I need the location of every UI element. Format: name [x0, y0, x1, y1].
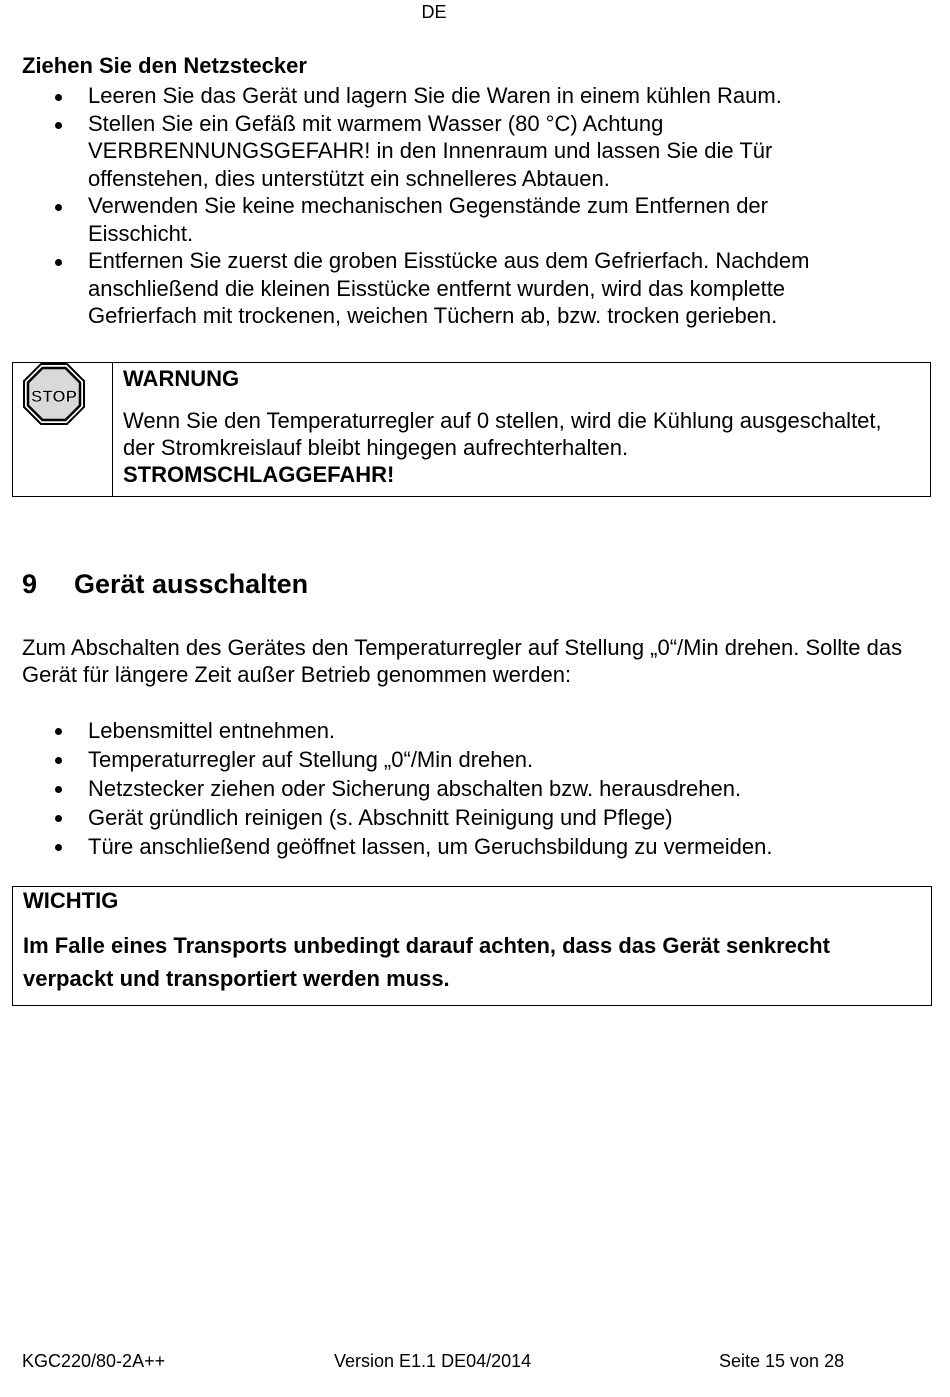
list-item	[23, 832, 863, 861]
bullet-icon	[55, 844, 62, 851]
stop-sign-icon	[23, 363, 85, 425]
stop-sign-text: STOP	[31, 387, 77, 406]
bullet-icon	[55, 204, 62, 211]
important-title: WICHTIG	[23, 888, 119, 913]
footer-model: KGC220/80-2A++	[22, 1351, 166, 1371]
list-item-text: Entfernen Sie zuerst die groben Eisstücke aus dem Gefrierfach. Nachdem anschließend die kleinen Eisstücke entfernt wurden, wird das komplette Gefrierfach mit trockenen, weichen Tüchern ab, bzw. trocken gerieben.	[88, 248, 810, 328]
warning-text	[123, 407, 913, 488]
list-item-text: Türe anschließend geöffnet lassen, um Geruchsbildung zu vermeiden.	[88, 834, 773, 859]
bullet-icon	[55, 757, 62, 764]
bullet-icon	[55, 786, 62, 793]
bullet-icon	[55, 728, 62, 735]
warning-box	[12, 362, 931, 497]
chapter-number: 9	[22, 569, 38, 599]
warning-icon-cell	[13, 363, 113, 496]
footer-page-number: Seite 15 von 28	[719, 1351, 845, 1371]
list-item-text: Gerät gründlich reinigen (s. Abschnitt Reinigung und Pflege)	[88, 805, 673, 830]
bullet-icon	[55, 259, 62, 266]
warning-body: Wenn Sie den Temperaturregler auf 0 stellen, wird die Kühlung ausgeschaltet, der Stromkreislauf bleibt hingegen aufrechterhalten.	[123, 408, 882, 460]
list-item	[23, 803, 863, 832]
important-text: Im Falle eines Transports unbedingt darauf achten, dass das Gerät senkrecht verpackt und transportiert werden muss.	[23, 933, 830, 991]
chapter-title: Gerät ausschalten	[74, 569, 309, 599]
bullet-icon	[55, 815, 62, 822]
list-item-text: Verwenden Sie keine mechanischen Gegenstände zum Entfernen der Eisschicht.	[88, 193, 768, 246]
section-heading: Ziehen Sie den Netzstecker	[22, 53, 307, 78]
list-item-text: Leeren Sie das Gerät und lagern Sie die Waren in einem kühlen Raum.	[88, 83, 782, 108]
warning-title: WARNUNG	[123, 366, 240, 391]
unplug-instructions-list	[23, 82, 863, 330]
list-item-text: Lebensmittel entnehmen.	[88, 718, 336, 743]
list-item	[23, 745, 863, 774]
list-item	[23, 110, 863, 193]
list-item-text: Temperaturregler auf Stellung „0“/Min drehen.	[88, 747, 534, 772]
list-item-text: Netzstecker ziehen oder Sicherung abschalten bzw. herausdrehen.	[88, 776, 742, 801]
warning-emphasis: STROMSCHLAGGEFAHR!	[123, 462, 395, 487]
list-item-text: Stellen Sie ein Gefäß mit warmem Wasser (80 °C) Achtung VERBRENNUNGSGEFAHR! in den Innenraum und lassen Sie die Tür offenstehen, dies unterstützt ein schnelleres Abtauen.	[88, 110, 773, 191]
page-language-header: DE	[421, 2, 447, 22]
bullet-icon	[55, 122, 62, 129]
bullet-icon	[55, 94, 62, 101]
footer-version: Version E1.1 DE04/2014	[334, 1351, 532, 1371]
important-notice-box	[12, 886, 932, 1006]
list-item	[23, 716, 863, 745]
list-item	[23, 192, 863, 247]
list-item	[23, 82, 863, 110]
list-item	[23, 774, 863, 803]
list-item	[23, 247, 863, 330]
chapter-intro: Zum Abschalten des Gerätes den Temperaturregler auf Stellung „0“/Min drehen. Sollte das Gerät für längere Zeit außer Betrieb genommen werden:	[22, 635, 903, 687]
shutdown-steps-list	[23, 716, 863, 861]
